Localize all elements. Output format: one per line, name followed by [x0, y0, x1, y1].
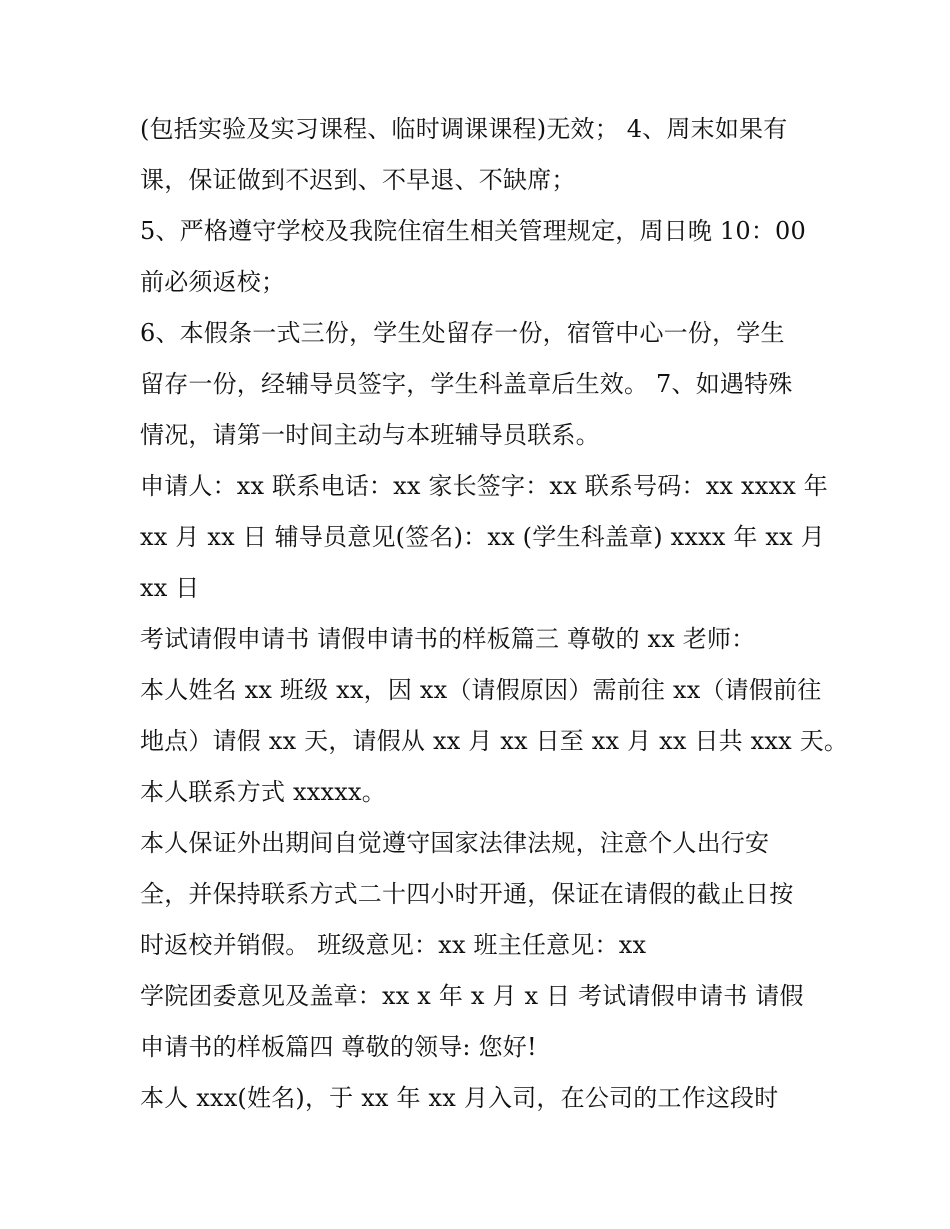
text-line: 时返校并销假。 班级意见：xx 班主任意见：xx	[140, 931, 647, 959]
text-line: 申请人：xx 联系电话：xx 家长签字：xx 联系号码：xx xxxx 年	[140, 472, 828, 500]
text-line: 留存一份，经辅导员签字，学生科盖章后生效。 7、如遇特殊	[140, 370, 793, 398]
text-line: 本人 xxx(姓名)，于 xx 年 xx 月入司，在公司的工作这段时	[140, 1084, 779, 1112]
text-line: 学院团委意见及盖章：xx x 年 x 月 x 日 考试请假申请书 请假	[140, 982, 804, 1010]
text-line: xx 月 xx 日 辅导员意见(签名)：xx (学生科盖章) xxxx 年 xx 月	[140, 523, 825, 551]
document-body	[140, 104, 849, 1124]
text-line: 地点）请假 xx 天，请假从 xx 月 xx 日至 xx 月 xx 日共 xxx 天。	[140, 727, 849, 755]
text-line: 申请书的样板篇四 尊敬的领导: 您好!	[140, 1033, 537, 1061]
text-line: 情况，请第一时间主动与本班辅导员联系。	[140, 421, 600, 449]
text-line: 考试请假申请书 请假申请书的样板篇三 尊敬的 xx 老师：	[140, 625, 756, 653]
text-line: 全，并保持联系方式二十四小时开通，保证在请假的截止日按	[140, 880, 794, 908]
text-line: xx 日	[140, 574, 200, 602]
text-line: 本人保证外出期间自觉遵守国家法律法规，注意个人出行安	[140, 829, 770, 857]
text-line: 本人联系方式 xxxxx。	[140, 778, 386, 806]
text-line: 本人姓名 xx 班级 xx，因 xx（请假原因）需前往 xx（请假前往	[140, 676, 822, 704]
text-line: 课，保证做到不迟到、不早退、不缺席；	[140, 166, 576, 194]
text-line: 6、本假条一式三份，学生处留存一份，宿管中心一份，学生	[140, 319, 785, 347]
text-line: 5、严格遵守学校及我院住宿生相关管理规定，周日晚 10：00	[140, 217, 806, 245]
text-line: 前必须返校；	[140, 268, 286, 296]
text-line: (包括实验及实习课程、临时调课课程)无效； 4、周末如果有	[140, 115, 788, 143]
